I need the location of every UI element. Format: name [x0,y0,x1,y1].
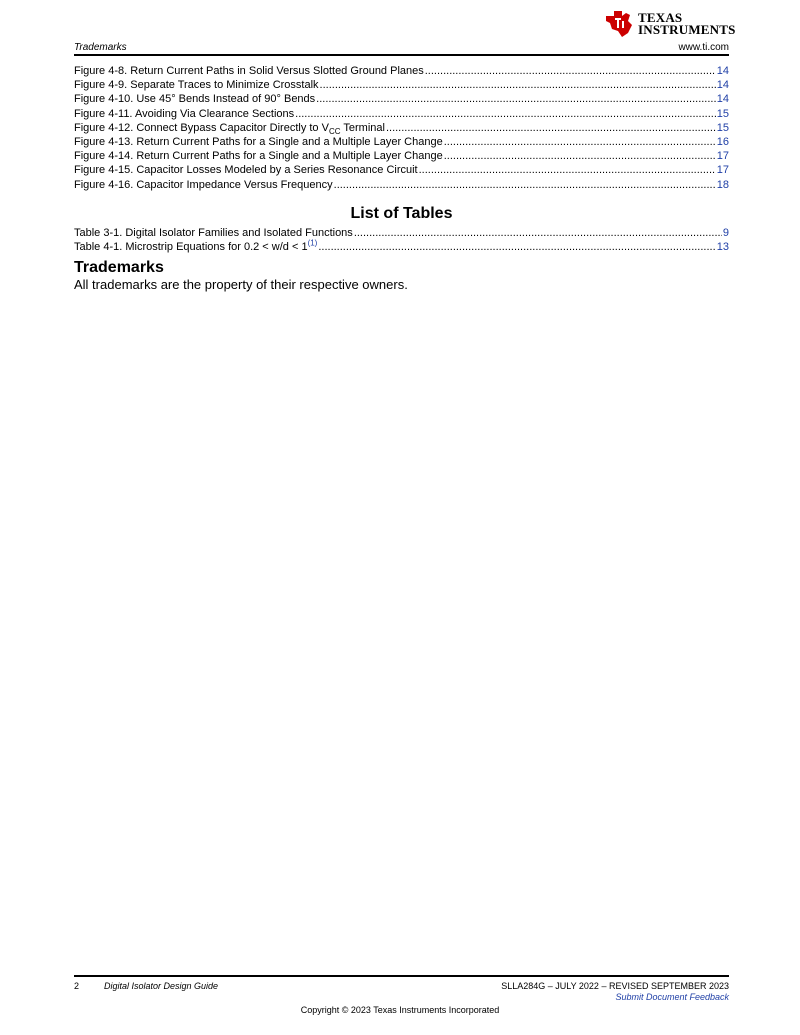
toc-entry[interactable] [74,64,729,78]
header-section-title: Trademarks [74,42,127,53]
toc-leader [444,149,716,163]
toc-page-link[interactable]: 18 [716,178,729,191]
toc-entry-label: Figure 4-8. Return Current Paths in Solid Versus Slotted Ground Planes [74,65,424,77]
toc-leader [320,78,716,92]
logo-line-instruments: INSTRUMENTS [638,22,736,37]
footer-divider [74,975,729,977]
toc-page-link[interactable]: 15 [716,107,729,120]
toc-page-link[interactable]: 17 [716,150,729,163]
toc-page-link[interactable]: 14 [716,93,729,106]
toc-label-pre: Table 4-1. Microstrip Equations for 0.2 < w/d < 1 [74,241,308,254]
toc-page-link[interactable]: 9 [722,227,729,239]
toc-page-link[interactable]: 13 [716,241,729,254]
toc-entry-label [74,240,317,254]
toc-entry[interactable] [74,226,729,240]
toc-entry-label: Figure 4-10. Use 45° Bends Instead of 90° Bends [74,93,316,106]
footer-doc-id: SLLA284G – JULY 2022 – REVISED SEPTEMBER 2023 [501,981,729,991]
toc-entry-label: Figure 4-11. Avoiding Via Clearance Sections [74,107,295,120]
footer-page-number: 2 [74,981,80,991]
toc-entry[interactable] [74,240,729,254]
toc-leader [354,226,722,240]
ti-logo-icon [604,7,636,39]
trademarks-heading: Trademarks [74,259,164,276]
list-of-figures [74,64,729,192]
toc-leader [295,107,716,121]
toc-entry[interactable] [74,178,729,192]
toc-entry-label: Figure 4-15. Capacitor Losses Modeled by a Series Resonance Circuit [74,164,418,177]
ti-logo[interactable] [604,7,736,39]
toc-entry[interactable] [74,107,729,121]
toc-leader [419,163,716,177]
toc-label-post: Terminal [340,121,385,134]
toc-entry-label: Figure 4-9. Separate Traces to Minimize Crosstalk [74,79,319,92]
toc-entry[interactable] [74,92,729,106]
toc-label-pre: Figure 4-12. Connect Bypass Capacitor Directly to V [74,121,329,134]
list-of-tables-heading: List of Tables [350,205,453,222]
toc-page-link[interactable]: 15 [716,121,729,134]
submit-feedback-link[interactable]: Submit Document Feedback [615,992,729,1002]
toc-page-link[interactable]: 16 [716,135,729,148]
toc-entry[interactable] [74,163,729,177]
toc-leader [334,178,716,192]
trademarks-body: All trademarks are the property of their respective owners. [74,277,408,292]
toc-leader [386,121,716,135]
toc-entry-label: Table 3-1. Digital Isolator Families and Isolated Functions [74,227,353,239]
footer-copyright: Copyright © 2023 Texas Instruments Incorporated [300,1005,500,1015]
toc-entry-label: Figure 4-13. Return Current Paths for a Single and a Multiple Layer Change [74,135,443,148]
toc-leader [444,135,716,149]
logo-line-texas: TEXAS [638,10,683,25]
toc-leader [316,92,716,106]
toc-leader [318,240,715,254]
toc-entry-label: Figure 4-14. Return Current Paths for a Single and a Multiple Layer Change [74,150,443,163]
toc-entry-label [74,121,385,135]
toc-entry-label: Figure 4-16. Capacitor Impedance Versus Frequency [74,178,333,191]
toc-page-link[interactable]: 17 [716,164,729,177]
footer-doc-title: Digital Isolator Design Guide [104,981,219,991]
toc-page-link[interactable]: 14 [716,79,729,92]
list-of-tables [74,226,729,254]
toc-leader [425,64,716,78]
toc-entry[interactable] [74,121,729,135]
toc-label-subscript: CC [328,126,341,136]
ti-logo-wordmark [638,12,736,36]
toc-entry[interactable] [74,78,729,92]
header-url-link[interactable]: www.ti.com [678,42,729,53]
toc-page-link[interactable]: 14 [716,65,729,77]
toc-entry[interactable] [74,135,729,149]
toc-entry[interactable] [74,149,729,163]
header-divider [74,54,729,56]
footnote-reference[interactable]: (1) [307,238,318,248]
